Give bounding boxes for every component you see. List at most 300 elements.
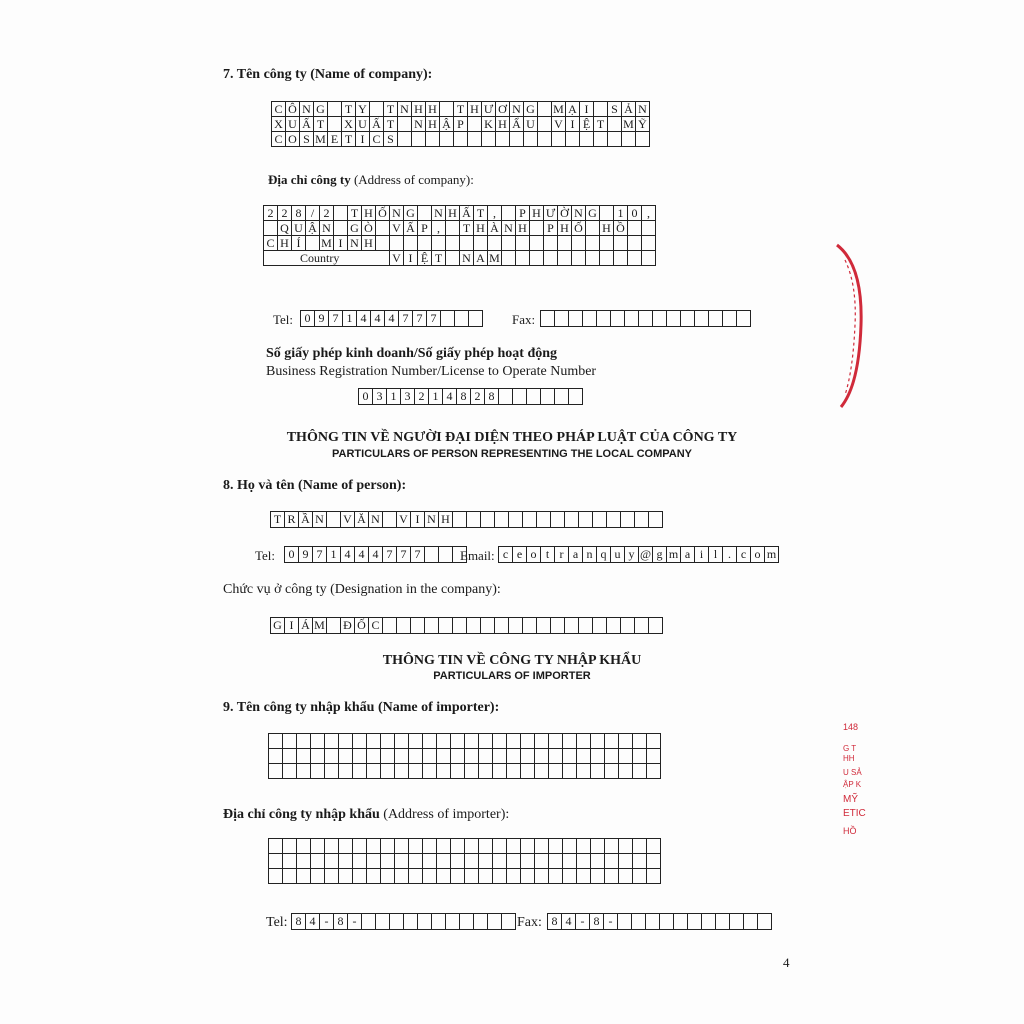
person-tel-cell[interactable] — [425, 547, 439, 563]
company-name-cell[interactable]: V — [552, 117, 566, 132]
importer-address-cell[interactable] — [409, 869, 423, 884]
importer-address-cell[interactable] — [591, 854, 605, 869]
company-name-cell[interactable]: H — [496, 117, 510, 132]
email-cell[interactable]: l — [709, 547, 723, 563]
address-cell[interactable] — [306, 236, 320, 251]
importer-fax-cell[interactable]: - — [576, 914, 590, 930]
country-cell[interactable] — [614, 251, 628, 266]
importer-name-cell[interactable] — [591, 734, 605, 749]
tel-cell[interactable]: 4 — [357, 311, 371, 327]
importer-name-cell[interactable] — [367, 749, 381, 764]
company-name-cell[interactable]: Ấ — [300, 117, 314, 132]
importer-name-cell[interactable] — [423, 749, 437, 764]
country-cell[interactable] — [516, 251, 530, 266]
designation-cell[interactable] — [565, 618, 579, 634]
address-cell[interactable]: N — [572, 206, 586, 221]
importer-fax-cell[interactable] — [632, 914, 646, 930]
importer-name-cell[interactable] — [507, 764, 521, 779]
importer-name-cell[interactable] — [507, 734, 521, 749]
importer-fax-cell[interactable] — [716, 914, 730, 930]
importer-address-cell[interactable] — [577, 854, 591, 869]
company-name-cell[interactable] — [426, 132, 440, 147]
person-name-cell[interactable] — [467, 512, 481, 528]
address-cell[interactable] — [530, 236, 544, 251]
address-cell[interactable] — [642, 221, 656, 236]
importer-address-cell[interactable] — [619, 839, 633, 854]
designation-cell[interactable] — [453, 618, 467, 634]
designation-cell[interactable] — [551, 618, 565, 634]
company-name-cell[interactable]: M — [315, 132, 326, 146]
address-cell[interactable] — [418, 206, 432, 221]
address-cell[interactable]: H — [600, 221, 614, 236]
address-cell[interactable]: 1 — [614, 206, 628, 221]
person-tel-cell[interactable]: 7 — [383, 547, 397, 563]
email-cell[interactable]: c — [499, 547, 513, 563]
person-name-cell[interactable]: N — [369, 512, 383, 528]
company-name-cell[interactable] — [594, 102, 608, 117]
person-name-cell[interactable] — [607, 512, 621, 528]
email-cell[interactable]: n — [583, 547, 597, 563]
importer-name-cell[interactable] — [605, 764, 619, 779]
importer-address-cell[interactable] — [437, 854, 451, 869]
importer-name-cell[interactable] — [311, 764, 325, 779]
email-cell[interactable]: . — [723, 547, 737, 563]
person-name-cell[interactable] — [327, 512, 341, 528]
company-name-cell[interactable] — [608, 132, 622, 147]
designation-cell[interactable]: I — [285, 618, 299, 634]
company-name-cell[interactable] — [566, 132, 580, 147]
importer-name-cell[interactable] — [381, 764, 395, 779]
address-cell[interactable] — [446, 221, 460, 236]
designation-cell[interactable] — [439, 618, 453, 634]
designation-cell[interactable]: G — [271, 618, 285, 634]
person-tel-cell[interactable]: 4 — [355, 547, 369, 563]
fax-cell[interactable] — [541, 311, 555, 327]
importer-address-cell[interactable] — [493, 854, 507, 869]
importer-address-cell[interactable] — [269, 854, 283, 869]
importer-address-cell[interactable] — [563, 869, 577, 884]
license-cell[interactable]: 4 — [443, 389, 457, 405]
importer-address-cell[interactable] — [549, 839, 563, 854]
importer-name-cell[interactable] — [325, 764, 339, 779]
fax-cell[interactable] — [709, 311, 723, 327]
country-cell[interactable] — [558, 251, 572, 266]
designation-cell[interactable] — [621, 618, 635, 634]
address-cell[interactable]: Q — [278, 221, 292, 236]
importer-address-cell[interactable] — [521, 869, 535, 884]
address-cell[interactable] — [628, 236, 642, 251]
address-cell[interactable]: / — [306, 206, 320, 221]
importer-name-cell[interactable] — [297, 734, 311, 749]
address-cell[interactable] — [516, 236, 530, 251]
fax-cell[interactable] — [653, 311, 667, 327]
importer-address-cell[interactable] — [451, 854, 465, 869]
fax-cell[interactable] — [625, 311, 639, 327]
importer-fax-cell[interactable] — [618, 914, 632, 930]
importer-name-cell[interactable] — [577, 749, 591, 764]
designation-cell[interactable] — [649, 618, 663, 634]
importer-name-cell[interactable] — [339, 734, 353, 749]
company-name-cell[interactable]: T — [342, 102, 356, 117]
importer-address-cell[interactable] — [311, 839, 325, 854]
address-cell[interactable]: P — [418, 221, 432, 236]
importer-name-cell[interactable] — [451, 734, 465, 749]
importer-address-cell[interactable] — [423, 869, 437, 884]
company-name-cell[interactable]: C — [272, 102, 286, 117]
importer-address-cell[interactable] — [297, 854, 311, 869]
address-cell[interactable] — [334, 206, 348, 221]
person-name-cell[interactable] — [509, 512, 523, 528]
license-cell[interactable]: 2 — [415, 389, 429, 405]
importer-name-cell[interactable] — [367, 734, 381, 749]
designation-cell[interactable] — [593, 618, 607, 634]
company-name-cell[interactable] — [440, 132, 454, 147]
importer-tel-cell[interactable]: - — [348, 914, 362, 930]
tel-cell[interactable]: 7 — [399, 311, 413, 327]
importer-address-cell[interactable] — [493, 839, 507, 854]
address-cell[interactable]: H — [516, 221, 530, 236]
company-name-cell[interactable] — [636, 132, 650, 147]
importer-tel-cell[interactable] — [432, 914, 446, 930]
address-cell[interactable] — [390, 236, 404, 251]
company-name-cell[interactable]: H — [412, 102, 426, 117]
importer-name-cell[interactable] — [563, 734, 577, 749]
importer-name-cell[interactable] — [311, 734, 325, 749]
country-cell[interactable] — [586, 251, 600, 266]
license-cell[interactable]: 3 — [373, 389, 387, 405]
importer-address-cell[interactable] — [535, 839, 549, 854]
importer-name-cell[interactable] — [367, 764, 381, 779]
importer-fax-cell[interactable] — [744, 914, 758, 930]
company-name-cell[interactable]: Ẩ — [510, 117, 524, 132]
importer-name-cell[interactable] — [423, 734, 437, 749]
importer-address-cell[interactable] — [409, 854, 423, 869]
importer-address-cell[interactable] — [535, 869, 549, 884]
address-cell[interactable]: 2 — [320, 206, 334, 221]
company-name-cell[interactable]: Ậ — [440, 117, 454, 132]
license-cell[interactable] — [569, 389, 583, 405]
designation-cell[interactable] — [495, 618, 509, 634]
designation-cell[interactable] — [537, 618, 551, 634]
fax-cell[interactable] — [695, 311, 709, 327]
importer-name-cell[interactable] — [493, 749, 507, 764]
importer-name-cell[interactable] — [647, 749, 661, 764]
designation-cell[interactable] — [509, 618, 523, 634]
person-name-cell[interactable] — [537, 512, 551, 528]
country-cell[interactable]: M — [489, 251, 500, 265]
importer-address-cell[interactable] — [647, 854, 661, 869]
importer-address-cell[interactable] — [423, 839, 437, 854]
tel-cell[interactable] — [469, 311, 483, 327]
person-name-cell[interactable]: R — [285, 512, 299, 528]
importer-name-cell[interactable] — [507, 749, 521, 764]
company-name-cell[interactable]: T — [314, 117, 328, 132]
importer-fax-cell[interactable] — [730, 914, 744, 930]
address-cell[interactable] — [404, 236, 418, 251]
address-cell[interactable]: P — [544, 221, 558, 236]
company-name-cell[interactable]: Ơ — [496, 102, 510, 117]
person-name-cell[interactable] — [579, 512, 593, 528]
importer-address-cell[interactable] — [269, 839, 283, 854]
address-cell[interactable]: H — [278, 236, 292, 251]
importer-tel-cell[interactable]: 8 — [334, 914, 348, 930]
importer-address-cell[interactable] — [605, 854, 619, 869]
importer-name-cell[interactable] — [465, 734, 479, 749]
email-cell[interactable]: r — [555, 547, 569, 563]
importer-address-cell[interactable] — [479, 869, 493, 884]
address-cell[interactable] — [432, 236, 446, 251]
importer-name-cell[interactable] — [591, 749, 605, 764]
address-cell[interactable]: H — [530, 206, 544, 221]
license-cell[interactable] — [513, 389, 527, 405]
address-cell[interactable] — [642, 236, 656, 251]
importer-name-cell[interactable] — [549, 764, 563, 779]
address-cell[interactable]: Ố — [376, 206, 390, 221]
company-name-cell[interactable]: T — [384, 102, 398, 117]
country-cell[interactable] — [628, 251, 642, 266]
designation-cell[interactable] — [523, 618, 537, 634]
importer-address-cell[interactable] — [311, 854, 325, 869]
company-name-cell[interactable] — [538, 132, 552, 147]
address-cell[interactable]: V — [390, 221, 404, 236]
importer-name-cell[interactable] — [283, 734, 297, 749]
address-cell[interactable]: Ư — [544, 206, 558, 221]
address-cell[interactable]: G — [404, 206, 418, 221]
address-cell[interactable]: H — [362, 206, 376, 221]
designation-cell[interactable] — [607, 618, 621, 634]
address-cell[interactable]: , — [642, 206, 656, 221]
company-name-cell[interactable]: T — [342, 132, 356, 147]
importer-address-cell[interactable] — [465, 869, 479, 884]
company-name-cell[interactable] — [510, 132, 524, 147]
address-cell[interactable] — [628, 221, 642, 236]
importer-address-cell[interactable] — [535, 854, 549, 869]
company-name-cell[interactable]: N — [636, 102, 650, 117]
importer-address-cell[interactable] — [367, 839, 381, 854]
license-cell[interactable]: 3 — [401, 389, 415, 405]
email-cell[interactable]: i — [695, 547, 709, 563]
fax-cell[interactable] — [681, 311, 695, 327]
importer-fax-cell[interactable] — [674, 914, 688, 930]
importer-fax-cell[interactable]: 8 — [548, 914, 562, 930]
person-name-cell[interactable]: V — [341, 512, 355, 528]
country-cell[interactable] — [600, 251, 614, 266]
company-name-cell[interactable] — [328, 117, 342, 132]
company-name-cell[interactable] — [370, 102, 384, 117]
country-cell[interactable] — [642, 251, 656, 266]
license-cell[interactable] — [541, 389, 555, 405]
address-cell[interactable] — [474, 236, 488, 251]
company-name-cell[interactable] — [398, 132, 412, 147]
address-cell[interactable]: N — [348, 236, 362, 251]
designation-cell[interactable] — [579, 618, 593, 634]
license-cell[interactable] — [527, 389, 541, 405]
address-cell[interactable] — [334, 221, 348, 236]
company-name-cell[interactable]: Ô — [286, 102, 300, 117]
importer-name-cell[interactable] — [633, 764, 647, 779]
company-name-cell[interactable]: T — [594, 117, 608, 132]
importer-address-cell[interactable] — [297, 839, 311, 854]
person-name-cell[interactable] — [551, 512, 565, 528]
importer-name-cell[interactable] — [325, 734, 339, 749]
license-cell[interactable] — [499, 389, 513, 405]
importer-address-cell[interactable] — [633, 869, 647, 884]
designation-cell[interactable]: M — [314, 618, 325, 632]
address-cell[interactable] — [418, 236, 432, 251]
address-cell[interactable]: M — [321, 236, 332, 250]
tel-cell[interactable]: 7 — [329, 311, 343, 327]
importer-address-cell[interactable] — [521, 839, 535, 854]
company-name-cell[interactable] — [496, 132, 510, 147]
tel-cell[interactable]: 1 — [343, 311, 357, 327]
importer-name-cell[interactable] — [381, 749, 395, 764]
importer-address-cell[interactable] — [563, 854, 577, 869]
address-cell[interactable] — [572, 236, 586, 251]
company-name-cell[interactable]: Ả — [622, 102, 636, 117]
address-cell[interactable] — [586, 221, 600, 236]
importer-name-cell[interactable] — [633, 749, 647, 764]
importer-address-cell[interactable] — [269, 869, 283, 884]
email-cell[interactable]: e — [513, 547, 527, 563]
license-cell[interactable] — [555, 389, 569, 405]
address-cell[interactable]: T — [348, 206, 362, 221]
address-cell[interactable]: 8 — [292, 206, 306, 221]
importer-name-cell[interactable] — [437, 734, 451, 749]
importer-tel-cell[interactable] — [362, 914, 376, 930]
person-name-cell[interactable] — [453, 512, 467, 528]
person-tel-cell[interactable] — [439, 547, 453, 563]
importer-address-cell[interactable] — [605, 839, 619, 854]
person-name-cell[interactable] — [621, 512, 635, 528]
country-cell[interactable] — [502, 251, 516, 266]
address-cell[interactable]: T — [474, 206, 488, 221]
address-cell[interactable]: G — [348, 221, 362, 236]
importer-name-cell[interactable] — [395, 734, 409, 749]
company-name-cell[interactable]: H — [468, 102, 482, 117]
address-cell[interactable]: Ấ — [404, 221, 418, 236]
importer-address-cell[interactable] — [423, 854, 437, 869]
person-tel-cell[interactable]: 7 — [313, 547, 327, 563]
address-cell[interactable]: Í — [292, 236, 306, 251]
country-cell[interactable] — [530, 251, 544, 266]
person-name-cell[interactable]: Ầ — [299, 512, 313, 528]
importer-address-cell[interactable] — [465, 839, 479, 854]
importer-name-cell[interactable] — [297, 764, 311, 779]
importer-name-cell[interactable] — [353, 749, 367, 764]
importer-name-cell[interactable] — [353, 764, 367, 779]
importer-name-cell[interactable] — [353, 734, 367, 749]
importer-address-cell[interactable] — [311, 869, 325, 884]
importer-name-cell[interactable] — [479, 764, 493, 779]
importer-name-cell[interactable] — [647, 764, 661, 779]
company-name-cell[interactable] — [468, 117, 482, 132]
company-name-cell[interactable]: K — [482, 117, 496, 132]
importer-address-cell[interactable] — [549, 869, 563, 884]
importer-address-cell[interactable] — [507, 839, 521, 854]
address-cell[interactable] — [544, 236, 558, 251]
company-name-cell[interactable]: H — [426, 117, 440, 132]
importer-name-cell[interactable] — [521, 734, 535, 749]
importer-fax-cell[interactable] — [660, 914, 674, 930]
address-cell[interactable]: Ò — [362, 221, 376, 236]
company-name-cell[interactable] — [412, 132, 426, 147]
importer-address-cell[interactable] — [591, 869, 605, 884]
importer-address-cell[interactable] — [507, 869, 521, 884]
company-name-cell[interactable] — [482, 132, 496, 147]
person-tel-cell[interactable]: 0 — [285, 547, 299, 563]
designation-cell[interactable] — [425, 618, 439, 634]
importer-name-cell[interactable] — [409, 734, 423, 749]
tel-cell[interactable] — [455, 311, 469, 327]
importer-name-cell[interactable] — [311, 749, 325, 764]
email-cell[interactable]: o — [751, 547, 765, 563]
address-cell[interactable]: , — [488, 206, 502, 221]
importer-fax-cell[interactable] — [758, 914, 772, 930]
fax-cell[interactable] — [569, 311, 583, 327]
company-name-cell[interactable]: I — [566, 117, 580, 132]
importer-name-cell[interactable] — [521, 764, 535, 779]
company-name-cell[interactable]: T — [384, 117, 398, 132]
importer-address-cell[interactable] — [381, 869, 395, 884]
address-cell[interactable]: H — [558, 221, 572, 236]
designation-cell[interactable] — [467, 618, 481, 634]
importer-address-cell[interactable] — [339, 839, 353, 854]
country-cell[interactable]: Ệ — [418, 251, 432, 266]
importer-name-cell[interactable] — [563, 764, 577, 779]
person-name-cell[interactable] — [649, 512, 663, 528]
importer-tel-cell[interactable] — [376, 914, 390, 930]
company-name-cell[interactable]: X — [342, 117, 356, 132]
importer-fax-cell[interactable] — [688, 914, 702, 930]
importer-name-cell[interactable] — [423, 764, 437, 779]
importer-address-cell[interactable] — [283, 839, 297, 854]
person-tel-cell[interactable]: 1 — [327, 547, 341, 563]
person-tel-cell[interactable]: 7 — [411, 547, 425, 563]
importer-fax-cell[interactable]: - — [604, 914, 618, 930]
person-name-cell[interactable]: I — [411, 512, 425, 528]
importer-address-cell[interactable] — [283, 854, 297, 869]
person-name-cell[interactable] — [565, 512, 579, 528]
importer-address-cell[interactable] — [619, 854, 633, 869]
company-name-cell[interactable]: N — [300, 102, 314, 117]
address-cell[interactable]: Ố — [572, 221, 586, 236]
fax-cell[interactable] — [555, 311, 569, 327]
importer-address-cell[interactable] — [633, 839, 647, 854]
company-name-cell[interactable]: C — [272, 132, 286, 147]
address-cell[interactable] — [376, 221, 390, 236]
designation-cell[interactable] — [327, 618, 341, 634]
importer-address-cell[interactable] — [283, 869, 297, 884]
company-name-cell[interactable]: U — [286, 117, 300, 132]
importer-name-cell[interactable] — [605, 734, 619, 749]
address-cell[interactable]: À — [488, 221, 502, 236]
address-cell[interactable]: N — [320, 221, 334, 236]
address-cell[interactable]: N — [390, 206, 404, 221]
tel-cell[interactable]: 7 — [413, 311, 427, 327]
company-name-cell[interactable]: M — [553, 102, 564, 116]
person-tel-cell[interactable]: 7 — [397, 547, 411, 563]
company-name-cell[interactable]: Ỹ — [636, 117, 650, 132]
license-cell[interactable]: 0 — [359, 389, 373, 405]
importer-name-cell[interactable] — [493, 764, 507, 779]
email-cell[interactable]: c — [737, 547, 751, 563]
importer-name-cell[interactable] — [269, 734, 283, 749]
person-name-cell[interactable] — [481, 512, 495, 528]
importer-name-cell[interactable] — [409, 749, 423, 764]
importer-name-cell[interactable] — [479, 734, 493, 749]
company-name-cell[interactable] — [440, 102, 454, 117]
company-name-cell[interactable]: T — [454, 102, 468, 117]
